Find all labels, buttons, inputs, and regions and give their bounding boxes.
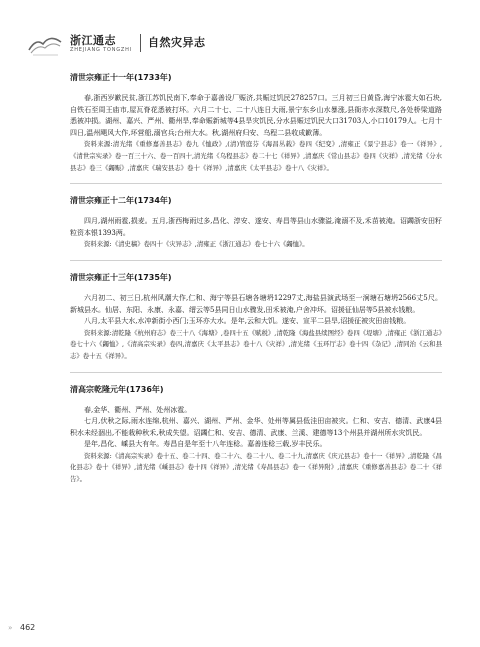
entry-1733 xyxy=(70,72,442,174)
entry-source: 资料来源:清乾隆《杭州府志》卷三十八《海塘》,卷四十五《赋税》,清乾隆《海盐县续图经》卷四《堤塘》,清雍正《浙江通志》卷七十六《蠲恤》,《清高宗实录》卷四,清嘉庆《太平县志》卷十八《灾祥》,清光绪《玉环厅志》卷十四《杂记》,清同治《云和县志》卷十五《祥异》。 xyxy=(70,328,442,360)
entry-paragraph: 是年,昌化、嵊县大有年。寿昌自是年至十八年连稔。嘉善连稔三载,岁丰民乐。 xyxy=(84,440,327,449)
mountain-logo-icon xyxy=(28,30,62,56)
entry-heading: 清世宗雍正十一年(1733年) xyxy=(70,73,172,82)
entry-paragraph: 七月,伏秋之际,雨水连绵,杭州、嘉兴、湖州、严州、金华、处州等属县低洼田亩被灾。仁和、安吉、德清、武康4县积水未经涸出,不能栽种秋禾,秋成失望。诏蠲仁和、安吉、德清、武康、兰溪、建德等13个州县并湖州所水灾饥民。 xyxy=(70,417,442,437)
entry-paragraph: 春,浙西岁歉民贫,浙江苏饥民南下,奉命于嘉善设厂赈济,共赈过饥民278257口。三月初三日黄昏,海宁冰雹大如石块,自铁石至周王庙市,屋瓦脊花悉被打坏。六月二十七、二十八连日大雨,景宁东乡山水暴涨,县衙亦水深数尺,各处桥梁道路悉被冲损。湖州、嘉兴、严州、衢州旱,奉命赈新城等4县旱灾饥民,分水县赈过饥民大口31703人,小口10179人。七月十四日,温州飓风大作,坏营船,溺官兵;台州大水。秋,湖州府归安、乌程二县收成歉薄。 xyxy=(70,94,442,137)
page-marker-icon: » xyxy=(8,624,13,632)
entry-1734 xyxy=(70,195,442,251)
page-number: 462 xyxy=(20,623,36,632)
section-divider xyxy=(70,372,442,373)
section-divider xyxy=(70,183,442,184)
entry-heading: 清高宗乾隆元年(1736年) xyxy=(70,384,164,394)
header-divider xyxy=(140,34,141,52)
entry-source: 资料来源:清光绪《重修嘉善县志》卷九《恤政》,(清)管庭芬《海昌丛载》卷四《纪变》,清雍正《景宁县志》卷一《祥异》,《清世宗实录》卷一百三十六、卷一百四十,清光绪《乌程县志》卷二十七《祥异》,清嘉庆《常山县志》卷四《灾祥》,清光绪《分水县志》卷三《蠲赈》,清嘉庆《瑞安县志》卷十《祥异》,清嘉庆《太平县志》卷十八《灾祥》。 xyxy=(70,140,442,172)
entry-paragraph: 六月初二、初三日,杭州风潮大作,仁和、海宁等县石塘各塘坍12297丈,海盐县演武场至一涧塘石塘坍2566丈5尺。新城县水。仙居、东阳、永康、永嘉、缙云等5县同日山水骤发,田禾被淹,户舍冲坏。诏援征仙居等5县被水钱粮。 xyxy=(70,293,442,314)
entry-paragraph: 八月,太平县大水,水冲新街小西门;玉环亦大水。是年,云和大饥。遂安、宣平二县旱,诏援征被灾田亩钱粮。 xyxy=(84,317,411,326)
main-content xyxy=(70,72,442,486)
entry-1735 xyxy=(70,272,442,363)
page-header xyxy=(28,30,468,70)
section-divider xyxy=(70,260,442,261)
entry-paragraph: 春,金华、衢州、严州、处州冰雹。 xyxy=(84,405,192,414)
entry-1736 xyxy=(70,384,442,486)
entry-source: 资料来源:《清高宗实录》卷十五、卷二十四、卷二十六、卷二十八、卷二十九,清嘉庆《庆元县志》卷十一《祥异》,清乾隆《昌化县志》卷十《祥异》,清光绪《嵊县志》卷十四《祥异》,清光绪《寿昌县志》卷一《祥异附》,清嘉庆《重修嘉善县志》卷二十《祥告》。 xyxy=(70,451,442,484)
entry-heading: 清世宗雍正十二年(1734年) xyxy=(70,196,172,206)
entry-paragraph: 四月,湖州雨雹,损麦。五月,浙西梅雨过多,昌化、淳安、遂安、寿昌等县山水骤溢,淹溺不及,禾苗被淹。诏蠲浙安田籽粒资本银1393两。 xyxy=(70,217,442,237)
entry-source: 资料来源:《清史稿》卷四十《灾异志》,清雍正《浙江通志》卷七十六《蠲恤》。 xyxy=(84,240,309,249)
logo-subtitle: ZHEJIANG TONGZHI xyxy=(70,47,132,53)
logo-title: 浙江通志 xyxy=(70,34,116,47)
section-title: 自然灾异志 xyxy=(148,36,206,49)
entry-heading: 清世宗雍正十三年(1735年) xyxy=(70,272,172,282)
